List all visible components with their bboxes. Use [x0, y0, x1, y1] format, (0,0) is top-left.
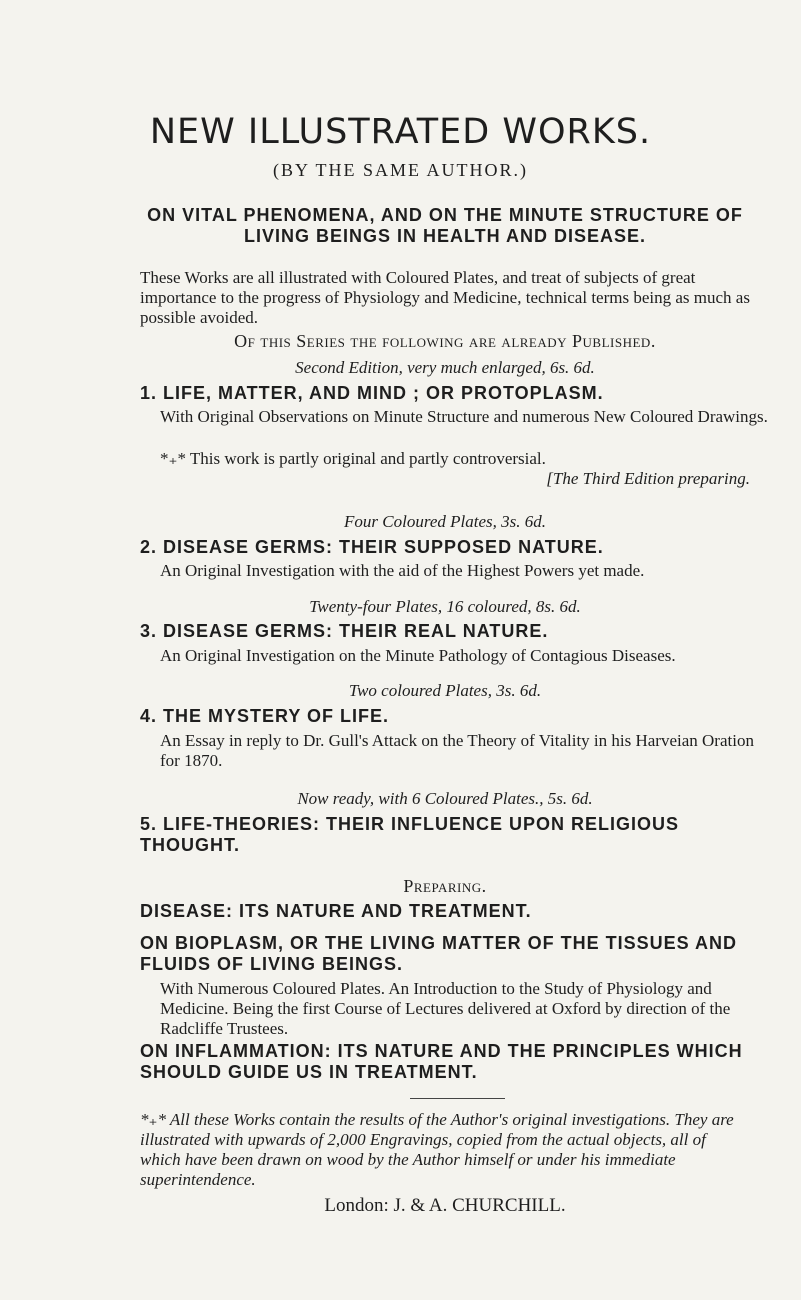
- page-subtitle: (BY THE SAME AUTHOR.): [272, 160, 528, 180]
- work-2-edition: Four Coloured Plates, 3s. 6d.: [344, 512, 546, 531]
- work-5-edition: Now ready, with 6 Coloured Plates., 5s. 6d.: [297, 789, 593, 808]
- divider-rule: [410, 1098, 505, 1099]
- work-1-bracket: [The Third Edition preparing.: [546, 469, 750, 488]
- footer-note: *₊* All these Works contain the results of the Author's original investigations. They are illustrated with upwards of 2,000 Engravings, copied from the actual objects, all of which have been drawn on wood by the Author himself or under his immediate superintendence.: [140, 1110, 734, 1189]
- work-4-title: 4. THE MYSTERY OF LIFE.: [140, 706, 390, 726]
- preparing-heading: Preparing.: [403, 876, 487, 896]
- work-1-description: With Original Observations on Minute Structure and numerous New Coloured Drawings.: [160, 407, 768, 426]
- work-3-description: An Original Investigation on the Minute Pathology of Contagious Diseases.: [160, 646, 676, 665]
- work-1-title: 1. LIFE, MATTER, AND MIND ; OR PROTOPLASM.: [140, 383, 604, 403]
- work-2-title: 2. DISEASE GERMS: THEIR SUPPOSED NATURE.: [140, 537, 604, 557]
- work-5-title: 5. LIFE-THEORIES: THEIR INFLUENCE UPON RELIGIOUS THOUGHT.: [140, 814, 680, 855]
- work-3-edition: Twenty-four Plates, 16 coloured, 8s. 6d.: [309, 597, 581, 616]
- page-title: NEW ILLUSTRATED WORKS.: [149, 112, 652, 152]
- work-1-note: *₊* This work is partly original and partly controversial.: [160, 449, 546, 468]
- preparing-item-2: ON BIOPLASM, OR THE LIVING MATTER OF THE TISSUES AND FLUIDS OF LIVING BEINGS.: [140, 933, 738, 974]
- work-2-description: An Original Investigation with the aid of the Highest Powers yet made.: [160, 561, 645, 580]
- work-4-edition: Two coloured Plates, 3s. 6d.: [348, 681, 542, 700]
- preparing-item-2-description: With Numerous Coloured Plates. An Introduction to the Study of Physiology and Medicine. Being the first Course of Lectures delivered at Oxford by direction of the Radcliffe Trustees.: [160, 979, 731, 1038]
- intro-heading: ON VITAL PHENOMENA, AND ON THE MINUTE STRUCTURE OF LIVING BEINGS IN HEALTH AND DISEASE.: [147, 205, 743, 246]
- work-3-title: 3. DISEASE GERMS: THEIR REAL NATURE.: [140, 621, 549, 641]
- work-4-description: An Essay in reply to Dr. Gull's Attack on the Theory of Vitality in his Harveian Oration for 1870.: [160, 731, 754, 770]
- work-1-edition: Second Edition, very much enlarged, 6s. 6d.: [295, 358, 595, 377]
- preparing-item-3: ON INFLAMMATION: ITS NATURE AND THE PRINCIPLES WHICH SHOULD GUIDE US IN TREATMENT.: [140, 1041, 743, 1082]
- preparing-item-1: DISEASE: ITS NATURE AND TREATMENT.: [140, 901, 532, 921]
- series-heading: Of this Series the following are already Published.: [234, 331, 656, 351]
- intro-text: These Works are all illustrated with Coloured Plates, and treat of subjects of great importance to the progress of Physiology and Medicine, technical terms being as much as possible avoided.: [140, 268, 750, 327]
- publisher-line: London: J. & A. CHURCHILL.: [324, 1195, 566, 1216]
